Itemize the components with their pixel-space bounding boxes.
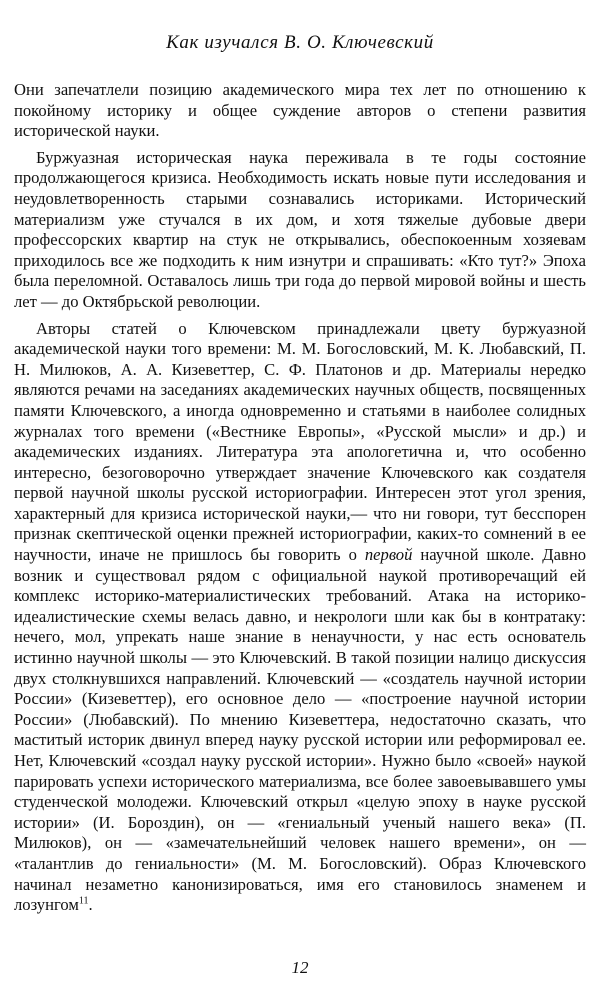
running-header-title: Как изучался В. О. Ключевский (166, 32, 434, 53)
paragraph-3-closing: . (88, 895, 93, 915)
footnote-reference[interactable]: 11 (78, 895, 89, 907)
paragraph-3-emphasis: первой (364, 545, 413, 565)
paragraph-1: Они запечатлели позицию академического мира тех лет по отношению к покойному историку и общее суждение авторов о степени развития исторической науки. (14, 80, 586, 141)
paragraph-3 (14, 319, 586, 916)
paragraph-3-text-after: научной школе. Давно возник и существовал рядом с официальной наукой противоречащий ей комплекс историко-материалистических требований. Атака на историко-идеалистические схемы велась давно, и некрологи шли как бы в контратаку: нечего, мол, упрекать наше знание в ненаучности, у нас есть основатель истинно научной школы — это Ключевский. В такой позиции налицо дискуссия двух столкнувшихся направлений. Ключевский — «создатель научной истории России» (Кизеветтер), его основное дело — «построение научной истории России» (Любавский). По мнению Кизеветтера, недостаточно сказать, что маститый историк двинул вперед науку русской истории или реформировал ее. Нет, Ключевский «создал науку русской истории». Нужно было «своей» наукой парировать успехи исторического материализма, все более завоевывавшего умы студенческой молодежи. Ключевский открыл «целую эпоху в науке русской истории» (И. Бороздин), он — «гениальный ученый нашего века» (П. Милюков), он — «замечательнейший человек нашего времени», он — «талантлив до гениальности» (М. М. Богословский). Образ Ключевского начинал незаметно канонизироваться, имя его становилось знаменем и лозунгом (14, 545, 586, 915)
body-text (14, 80, 586, 922)
paragraph-3-text-before: Авторы статей о Ключевском принадлежали цвету буржуазной академической науки того времени: М. М. Богословский, М. К. Любавский, П. Н. Милюков, А. А. Кизеветтер, С. Ф. Платонов и др. Материалы нередко являются речами на заседаниях академических научных обществ, посвященных памяти Ключевского, а иногда одновременно и статьями в наиболее солидных журналах того времени («Вестнике Европы», «Русской мысли» и др.) и академических изданиях. Литература эта апологетична и, что особенно интересно, безоговорочно утверждает значение Ключевского как создателя первой научной школы русской историографии. Интересен этот угол зрения, характерный для кризиса исторической науки,— что ни говори, тут бесспорен признак скептической оценки прежней историографии, каких-то сомнений в ее научности, иначе не пришлось бы говорить о (14, 318, 586, 565)
page-number: 12 (291, 958, 309, 977)
paragraph-2: Буржуазная историческая наука переживала в те годы состояние продолжающегося кризиса. Необходимость искать новые пути исследования и неудовлетворенность старыми сознавались историками. Исторический материализм уже стучался в их дом, и хотя тяжелые дубовые двери профессорских квартир на стук не открывались, обеспокоенным хозяевам приходилось все же подходить к ним изнутри и спрашивать: «Кто тут?» Эпоха была переломной. Оставалось лишь три года до первой мировой войны и шесть лет — до Октябрьской революции. (14, 147, 586, 311)
